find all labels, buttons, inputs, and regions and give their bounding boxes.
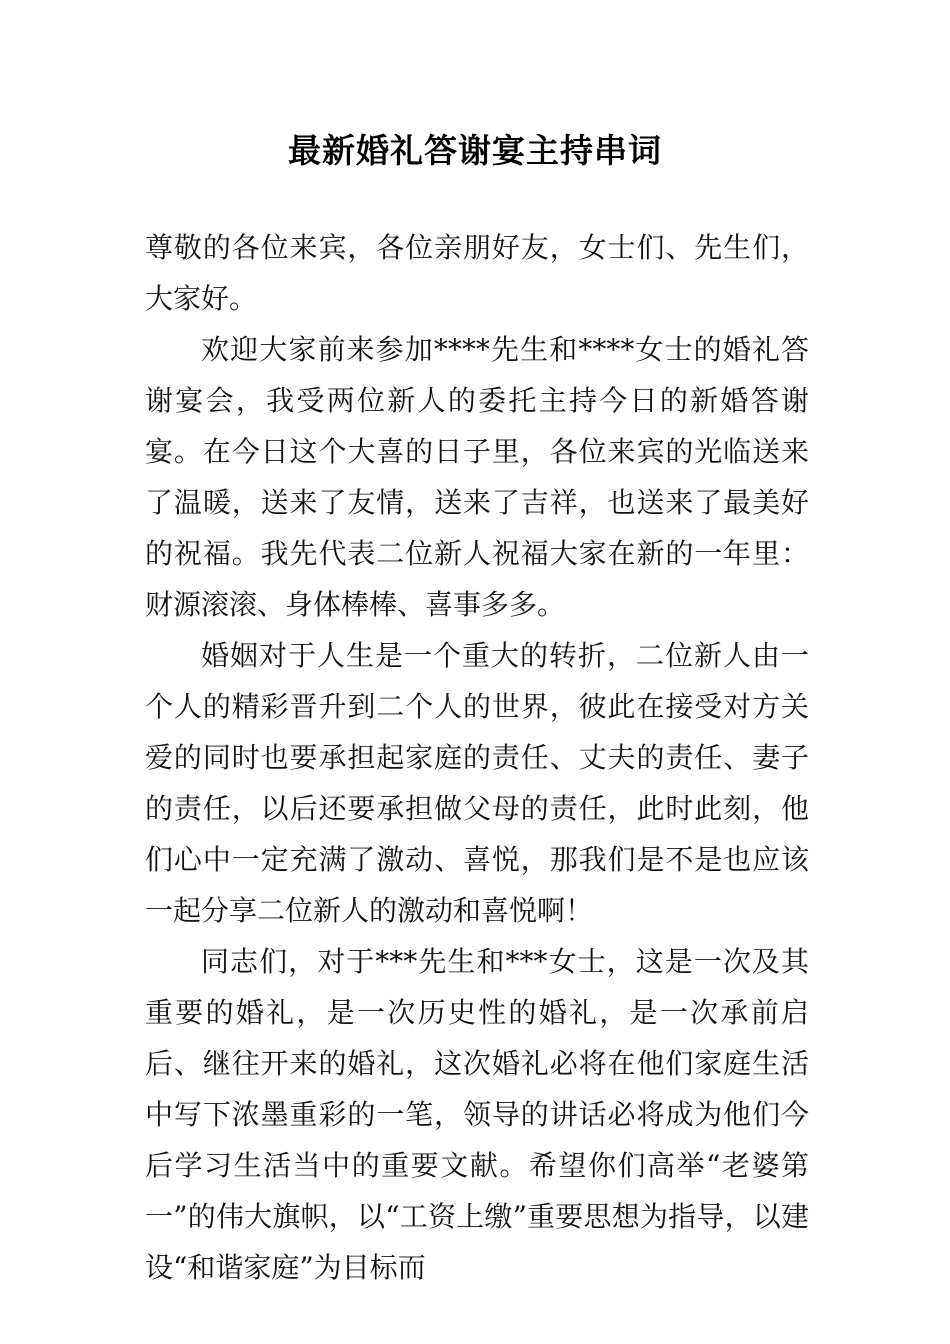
paragraph-comrades: 同志们，对于***先生和***女士，这是一次及其重要的婚礼，是一次历史性的婚礼，是一次承前启后、继往开来的婚礼，这次婚礼必将在他们家庭生活中写下浓墨重彩的一笔，领导的讲话必将成为他们今后学习生活当中的重要文献。希望你们高举“老婆第一”的伟大旗帜，以“工资上缴”重要思想为指导，以建设“和谐家庭”为目标而 (145, 945, 809, 1284)
document-body (145, 222, 809, 1293)
document-title: 最新婚礼答谢宴主持串词 (288, 131, 662, 170)
paragraph-welcome: 欢迎大家前来参加****先生和****女士的婚礼答谢宴会，我受两位新人的委托主持今日的新婚答谢宴。在今日这个大喜的日子里，各位来宾的光临送来了温暖，送来了友情，送来了吉祥，也送来了最美好的祝福。我先代表二位新人祝福大家在新的一年里：财源滚滚、身体棒棒、喜事多多。 (145, 333, 809, 621)
paragraph-marriage: 婚姻对于人生是一个重大的转折，二位新人由一个人的精彩晋升到二个人的世界，彼此在接受对方关爱的同时也要承担起家庭的责任、丈夫的责任、妻子的责任，以后还要承担做父母的责任，此时此刻，他们心中一定充满了激动、喜悦，那我们是不是也应该一起分享二位新人的激动和喜悦啊！ (145, 639, 809, 927)
paragraph-greeting: 尊敬的各位来宾，各位亲朋好友，女士们、先生们，大家好。 (145, 231, 809, 315)
